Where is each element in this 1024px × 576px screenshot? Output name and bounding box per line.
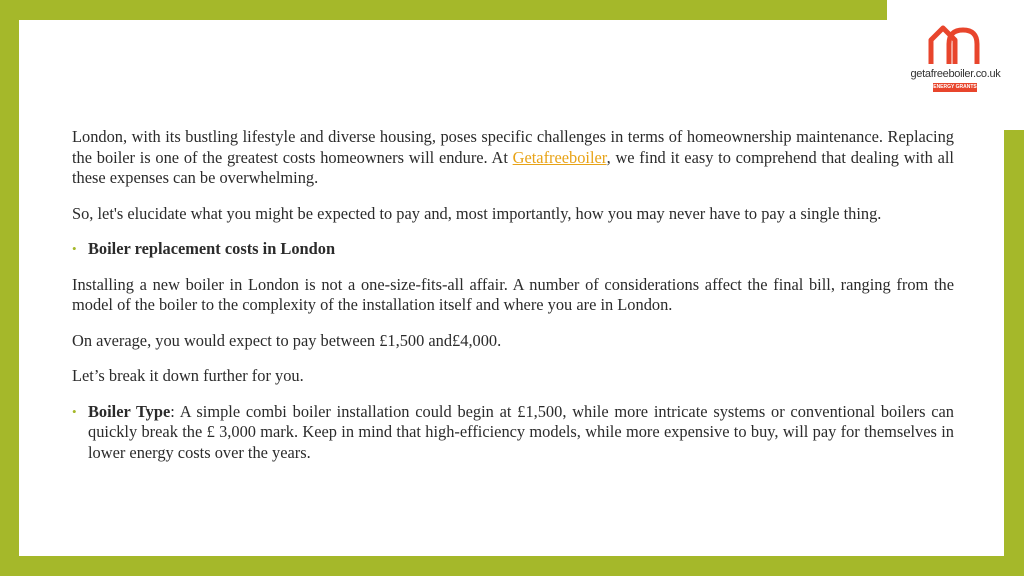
bullet-icon: • <box>72 241 77 256</box>
bullet-boiler-type <box>72 402 954 464</box>
boiler-type-text: : A simple combi boiler installation could begin at £1,500, while more intricate systems or conventional boilers can quickly break the £ 3,000 mark. Keep in mind that high-efficiency models, while more expensive to buy, will pay for themselves in lower energy costs over the years. <box>88 401 954 462</box>
intro-text-start: London, with its bustling lifestyle and diverse housing, poses specific challenges in terms of homeownership maintenance. Replacing the boiler is one of the greatest costs homeowners will endure. At <box>72 127 954 167</box>
getafreeboiler-link[interactable]: Getafreeboiler <box>512 147 607 167</box>
average-paragraph: On average, you would expect to pay between £1,500 and£4,000. <box>72 330 502 350</box>
boiler-type-label: Boiler Type <box>88 401 171 421</box>
breakdown-paragraph: Let’s break it down further for you. <box>72 366 304 385</box>
intro-text-end: , we find it easy to comprehend that dealing with all these expenses can be overwhelming. <box>72 147 954 187</box>
house-logo-icon <box>927 20 983 68</box>
logo-tagline: ENERGY GRANTS <box>933 84 977 90</box>
intro-paragraph <box>72 127 954 189</box>
bullet-heading-costs <box>72 239 954 260</box>
elucidate-paragraph: So, let's elucidate what you might be expected to pay and, most importantly, how you may never have to pay a single thing. <box>72 203 882 223</box>
costs-heading: Boiler replacement costs in London <box>88 239 336 258</box>
logo-text: getafreeboiler.co.uk <box>910 68 1001 80</box>
logo-box <box>887 0 1024 130</box>
installing-paragraph: Installing a new boiler in London is not a one-size-fits-all affair. A number of considerations affect the final bill, ranging from the model of the boiler to the complexity of the installation itself and where you are in London. <box>72 274 954 314</box>
slide-body <box>72 127 954 478</box>
bullet-icon: • <box>72 403 77 419</box>
